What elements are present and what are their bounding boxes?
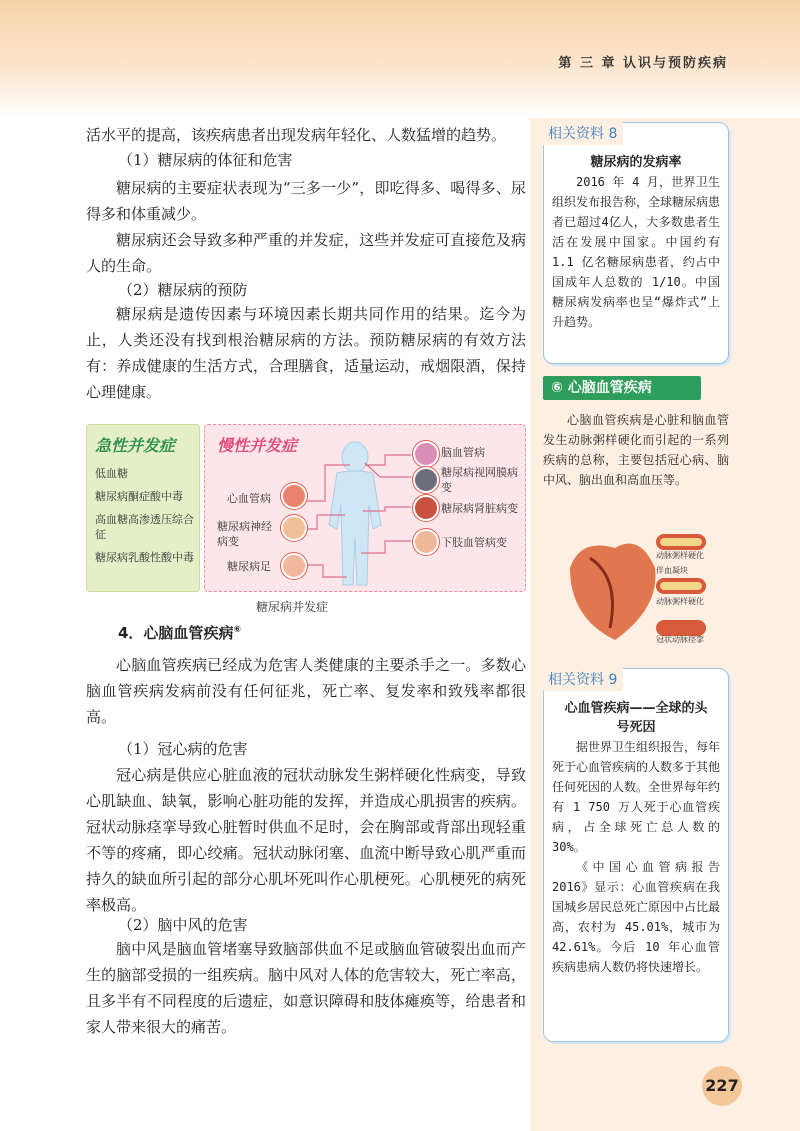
nerve-icon [281, 515, 307, 541]
section-heading-text: 4．心脑血管疾病 [118, 624, 234, 642]
heart-icon [281, 483, 307, 509]
cardio-definition: 心脑血管疾病是心脏和脑血管发生动脉粥样硬化而引起的一系列疾病的总称，主要包括冠心病、脑中风、脑出血和高血压等。 [543, 413, 729, 487]
label-cardiovascular: 心血管病 [227, 492, 271, 505]
box8-title: 糖尿病的发病率 [590, 155, 682, 170]
artery-label-sclerosis: 动脉粥样硬化 [656, 597, 704, 606]
box9-body-1: 据世界卫生组织报告，每年死于心血管疾病的人数多于其他任何死因的人数。全世界每年约有 1 750 万人死于心血管疾病，占全球死亡总人数的 30%。 [552, 740, 721, 854]
kidney-icon [413, 495, 439, 521]
diabetes-complications-diagram [86, 424, 526, 592]
paragraph-cardio-intro: 心脑血管疾病已经成为危害人类健康的主要杀手之一。多数心脑血管疾病发病前没有任何征兆，死亡率、复发率和致残率都很高。 [86, 656, 526, 726]
box8-body: 2016 年 4 月，世界卫生组织发布报告称，全球糖尿病患者已超过4亿人，大多数患者生活在发展中国家。中国约有 1.1 亿名糖尿病患者，约占中国成年人总数的 1/10。中国糖尿病发病率也呈“爆炸式”上升趋势。 [552, 175, 721, 329]
chronic-title: 慢性并发症 [217, 436, 298, 455]
acute-title: 急性并发症 [95, 436, 176, 455]
label-leg-vascular: 下肢血管病变 [441, 536, 507, 549]
chapter-title: 第 三 章 认识与预防疾病 [558, 56, 728, 71]
subheading-coronary: （1）冠心病的危害 [118, 740, 248, 758]
box9-heading: 相关资料 9 [542, 667, 623, 691]
box8-heading: 相关资料 8 [542, 121, 623, 145]
footnote-marker: ⑥ [233, 625, 242, 635]
acute-item: 高血糖高渗透压综合征 [95, 513, 194, 541]
box9-title: 心血管疾病——全球的头号死因 [564, 701, 708, 735]
acute-item: 糖尿病酮症酸中毒 [95, 490, 183, 503]
paragraph-coronary: 冠心病是供应心脏血液的冠状动脉发生粥样硬化性病变，导致心肌缺血、缺氧，影响心脏功能的发挥，并造成心肌损害的疾病。冠状动脉痉挛导致心脏暂时供血不足时，会在胸部或背部出现轻重不等的疼痛，即心绞痛。冠状动脉闭塞、血流中断导致心肌严重而持久的缺血所引起的部分心肌坏死叫作心肌梗死。心肌梗死的病死率极高。 [86, 766, 526, 914]
acute-complications-panel [86, 424, 200, 592]
chronic-complications-panel [204, 424, 526, 592]
artery-label-clot: 动脉粥样硬化伴血凝块 [656, 551, 704, 575]
section-heading-cardio [118, 622, 241, 643]
label-neuropathy: 糖尿病神经病变 [217, 520, 272, 548]
subheading-diabetes-signs: （1）糖尿病的体征和危害 [118, 151, 293, 169]
brain-icon [413, 441, 439, 467]
related-info-box-9 [543, 668, 729, 1042]
paragraph-diabetes-prevention: 糖尿病是遗传因素与环境因素长期共同作用的结果。迄今为止，人类还没有找到根治糖尿病的方法。预防糖尿病的有效方法有：养成健康的生活方式，合理膳食，适量运动，戒烟限酒，保持心理健康。 [86, 305, 526, 401]
label-cerebrovascular: 脑血管病 [441, 446, 485, 459]
eye-icon [413, 467, 439, 493]
acute-item: 糖尿病乳酸性酸中毒 [95, 551, 194, 564]
label-nephropathy: 糖尿病肾脏病变 [441, 502, 518, 515]
intro-paragraph: 活水平的提高，该疾病患者出现发病年轻化、人数猛增的趋势。 [86, 126, 507, 144]
related-info-box-8 [543, 122, 729, 364]
paragraph-diabetes-symptoms: 糖尿病的主要症状表现为“三多一少”，即吃得多、喝得多、尿得多和体重减少。 [86, 179, 526, 223]
diagram-caption: 糖尿病并发症 [256, 600, 329, 614]
section-tag-cardio: ⑥ 心脑血管疾病 [543, 376, 701, 400]
acute-item: 低血糖 [95, 467, 128, 480]
subheading-stroke: （2）脑中风的危害 [118, 916, 248, 934]
label-diabetic-foot: 糖尿病足 [227, 560, 271, 573]
heart-artery-illustration [560, 528, 710, 644]
label-retinopathy: 糖尿病视网膜病变 [441, 466, 518, 494]
foot-icon [281, 553, 307, 579]
box9-body-2: 《中国心血管病报告 2016》显示：心血管疾病在我国城乡居民总死亡原因中占比最高，农村为 45.01%，城市为 42.61%。今后 10 年心血管疾病患病人数仍将快速增长。 [552, 860, 721, 974]
artery-label-spasm: 冠状动脉痉挛 [656, 635, 704, 644]
paragraph-stroke: 脑中风是脑血管堵塞导致脑部供血不足或脑血管破裂出血而产生的脑部受损的一组疾病。脑中风对人体的危害较大，死亡率高，且多半有不同程度的后遗症，如意识障碍和肢体瘫痪等，给患者和家人带来很大的痛苦。 [86, 940, 526, 1036]
heart-figure [560, 528, 710, 644]
page-number: 227 [702, 1066, 742, 1106]
paragraph-diabetes-complications: 糖尿病还会导致多种严重的并发症，这些并发症可直接危及病人的生命。 [86, 231, 526, 275]
leg-vessel-icon [413, 529, 439, 555]
subheading-diabetes-prevention: （2）糖尿病的预防 [118, 281, 248, 299]
